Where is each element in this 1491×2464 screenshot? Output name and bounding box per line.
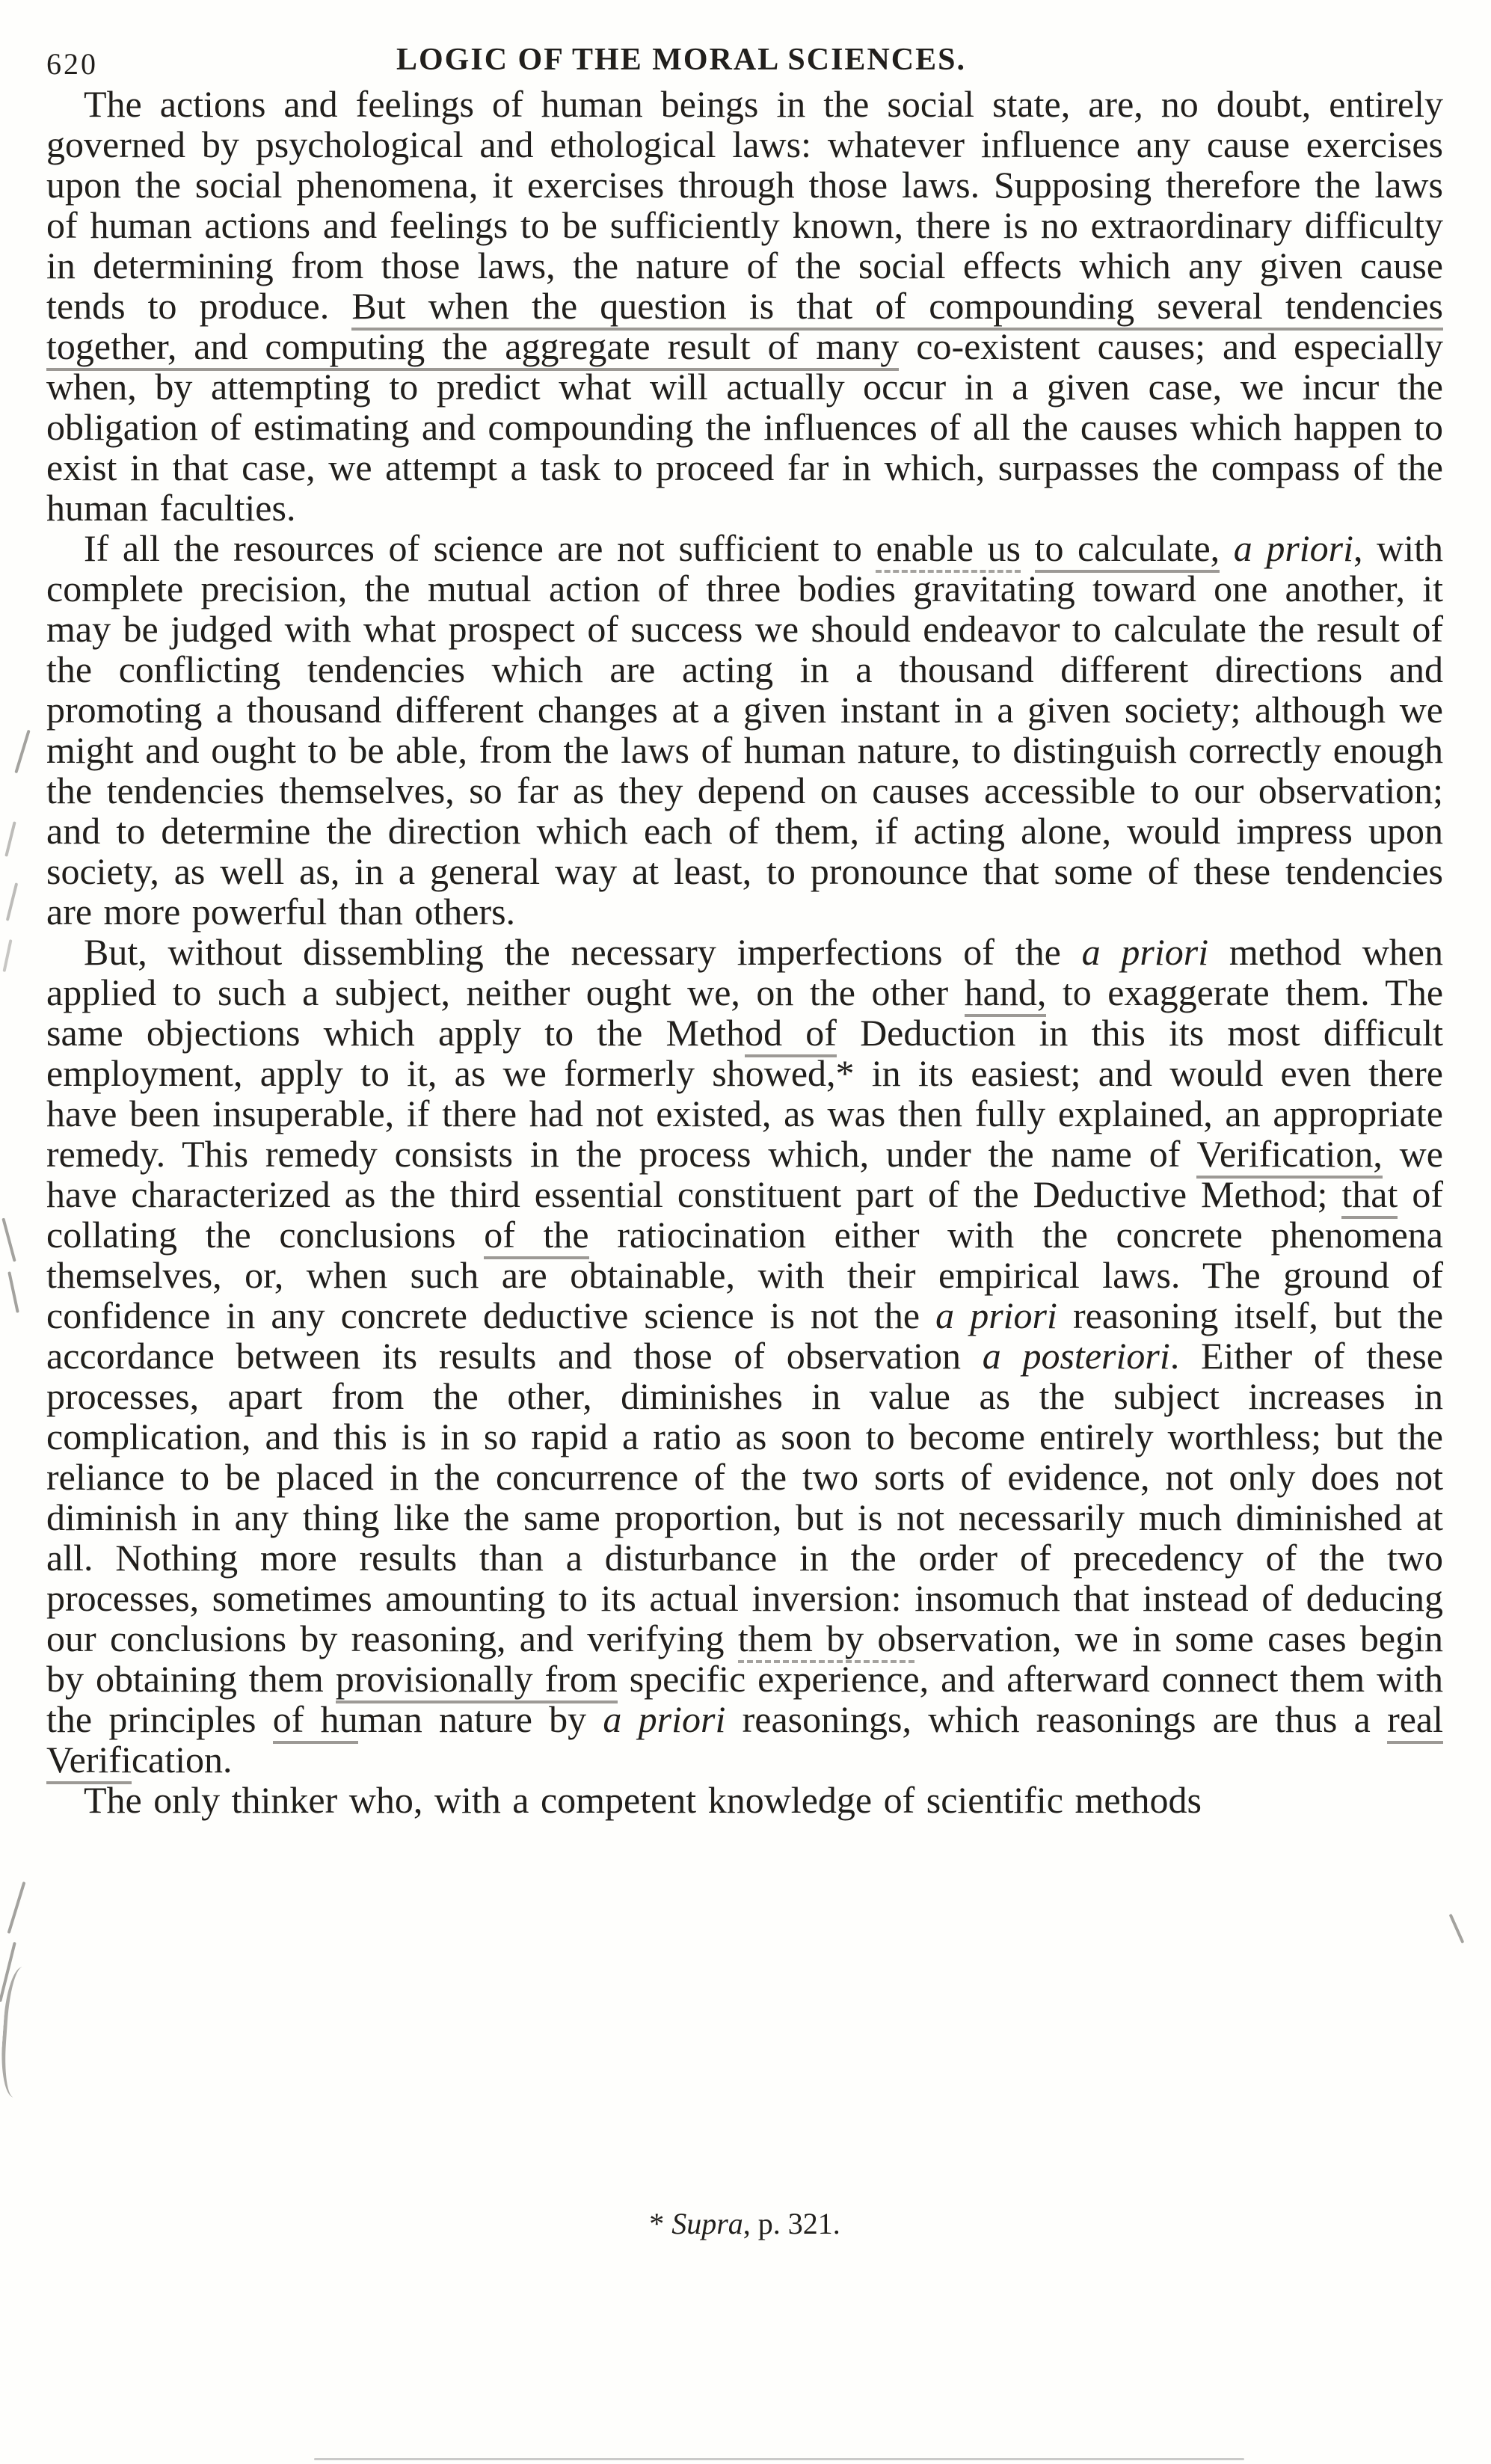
text-segment [1220,527,1234,569]
pencil-underlined-segment: real Verifi [46,1698,1443,1784]
pencil-underlined-segment: to calculate, [1035,527,1220,573]
pencil-underlined-segment: Verification, [1196,1133,1383,1179]
text-segment: of collating the conclusions [46,1173,1443,1256]
pencil-margin-mark [14,730,30,774]
pencil-brace-mark [0,1966,38,2098]
text-segment: , p. 321. [743,2207,840,2240]
italic-text-segment: a priori [603,1698,726,1740]
text-segment: But, without dissembling the necessary imperfections of the [84,931,1082,973]
text-segment: If all the resources of science are not sufficient to [84,527,876,569]
pencil-margin-mark [7,1881,26,1934]
footnote-text [649,2207,840,2240]
italic-text-segment: a posteriori [982,1335,1170,1377]
page-number: 620 [46,47,98,81]
pencil-underlined-segment: them by ob [738,1617,915,1663]
text-segment: co-existent causes; and especially when, by attempting to predict what will actually occur in a given case, we incur the obligation of estimating and compounding the influences of all the causes which happen to exist in that case, we attempt a task to proceed far in which, surpasses the compass of the human faculties. [46,325,1443,529]
italic-text-segment: Supra [671,2207,743,2240]
pencil-underlined-segment: provisionally from [336,1658,618,1703]
pencil-underlined-segment: hand, [965,971,1047,1017]
text-segment: servation, we in some cases begin by obtaining them [46,1617,1443,1700]
text-segment: cation. [131,1739,233,1781]
italic-text-segment: a priori [935,1294,1057,1336]
italic-text-segment: a priori [1233,527,1354,569]
scan-artifact-line [314,2458,1244,2460]
italic-text-segment: a priori [1081,931,1209,973]
page-header [46,42,1443,81]
body-text [46,84,1443,1820]
text-segment: The actions and feelings of human beings in the social state, are, no doubt, entirely governed by psychological and ethological laws: whatever influence any cause exercises upon the social phenomena, it exercises through those laws. Supposing therefore the laws of human actions and feelings to be sufficiently known, there is no extraordinary difficulty in determining from those laws, the nature of the social effects which any given cause tends to produce. [46,83,1443,327]
running-title: LOGIC OF THE MORAL SCIENCES. [396,43,966,77]
text-segment: ratiocination either with the concrete phenomena themselves, or, when such are obtainable, with their empirical laws. The ground of confidence in any concrete deductive science is not the [46,1214,1443,1336]
text-segment: man nature by [357,1698,603,1740]
text-segment: specific experience, and afterward connect them with the principles [46,1658,1444,1740]
text-segment [1021,527,1035,569]
text-segment: method when applied to such a subject, neither ought we, on the other [46,931,1443,1013]
text-segment: , with complete precision, the mutual action of three bodies gravitating toward one another, it may be judged with what prospect of success we should endeavor to calculate the result of the conflicting tendencies which are acting in a thousand different directions and promoting a thousand different changes at a given instant in a given society; although we might and ought to be able, from the laws of human nature, to distinguish correctly enough the tendencies themselves, so far as they depend on causes accessible to our observation; and to determine the direction which each of them, if acting alone, would impress upon society, as well as, in a general way at least, to pronounce that some of these tendencies are more powerful than others. [46,527,1443,933]
paragraph-4 [46,1780,1443,1820]
text-segment: * [649,2207,672,2240]
text-segment: reasonings, which reasonings are thus a [725,1698,1388,1740]
pencil-margin-mark [6,882,18,921]
text-segment: to exaggerate them. The same objections which apply to the Meth [46,971,1444,1054]
pencil-margin-mark [1,1218,16,1262]
pencil-underlined-segment: enable us [876,527,1021,573]
text-segment: Deduction in this its most difficult employment, apply to it, as we formerly showed,* in its easiest; and would even there have been insuperable, if there had not existed, as was then fully explained, an appropriate remedy. This remedy consists in the process which, under the name of [46,1012,1443,1175]
paragraph-3 [46,932,1443,1780]
pencil-underlined-segment: of hu [273,1698,358,1744]
text-segment: The only thinker who, with a competent knowledge of scientific methods [84,1779,1202,1821]
pencil-underlined-segment: od of [745,1012,837,1057]
pencil-margin-mark [7,1271,19,1313]
footnote [46,2206,1443,2241]
paragraph-2 [46,528,1443,932]
pencil-underlined-segment: of the [484,1214,588,1259]
text-segment: . Either of these processes, apart from the other, diminishes in value as the subject increases in complication, and this is in so rapid a ratio as soon to become entirely worthless; but the reliance to be placed in the concurrence of the two sorts of evidence, not only does not diminish in any thing like the same proportion, but is not necessarily much diminished at all. Nothing more results than a disturbance in the order of precedency of the two processes, sometimes amounting to its actual inversion: insomuch that instead of deducing our conclusions by reasoning, and verifying [46,1335,1443,1659]
text-segment: we have characterized as the third essential constituent part of the Deductive Method; [46,1133,1443,1215]
text-segment: reasoning itself, but the accordance between its results and those of observation [46,1294,1444,1377]
pencil-margin-mark [2,939,12,972]
pencil-margin-mark [4,821,16,857]
pencil-margin-mark [1449,1914,1465,1944]
pencil-underlined-segment: But when the question is that of compounding several tendencies together, and computing the aggregate result of many [46,285,1443,371]
pencil-underlined-segment: that [1341,1173,1398,1219]
paragraph-1 [46,84,1443,528]
